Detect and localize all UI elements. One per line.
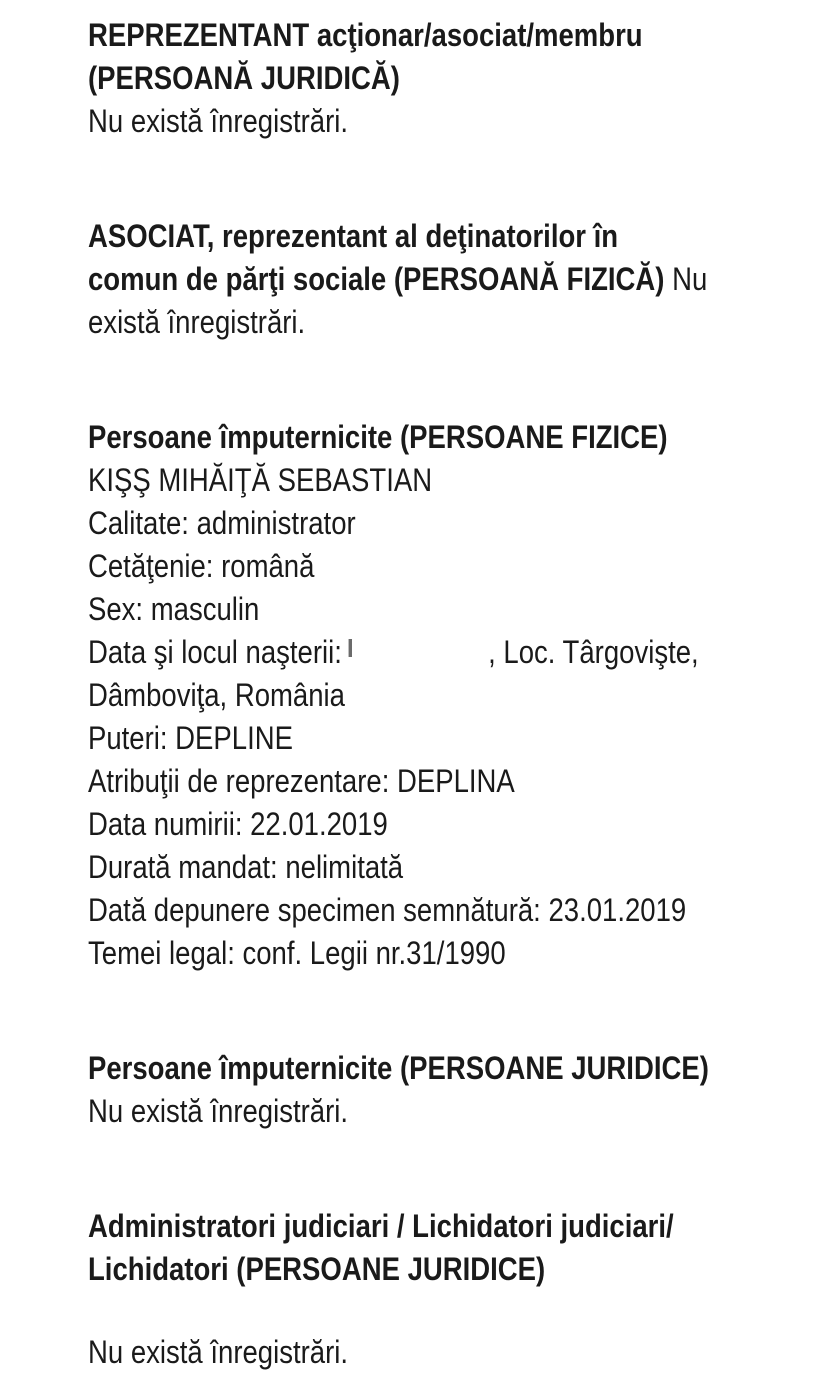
field-data-numirii: Data numirii: 22.01.2019: [88, 806, 388, 842]
field-calitate: Calitate: administrator: [88, 505, 356, 541]
field-sex: Sex: masculin: [88, 591, 260, 627]
field-cetatenie: Cetăţenie: română: [88, 548, 315, 584]
section-administratori-judiciari: [88, 1205, 707, 1374]
section-heading: Persoane împuternicite (PERSOANE JURIDICE): [88, 1050, 709, 1086]
section-heading-cont: comun de părţi sociale (PERSOANĂ FIZICĂ): [88, 261, 665, 297]
field-puteri: Puteri: DEPLINE: [88, 720, 293, 756]
section-heading-cont: Lichidatori (PERSOANE JURIDICE): [88, 1251, 546, 1287]
field-nastere-cont: Dâmboviţa, România: [88, 677, 345, 713]
no-records-text: Nu există înregistrări.: [88, 103, 349, 139]
section-heading: Persoane împuternicite (PERSOANE FIZICE): [88, 419, 668, 455]
no-records-text: Nu există înregistrări.: [88, 1093, 349, 1129]
section-heading: ASOCIAT, reprezentant al deţinatorilor în: [88, 218, 619, 254]
field-temei-legal: Temei legal: conf. Legii nr.31/1990: [88, 935, 506, 971]
field-nastere-label: Data şi locul naşterii:: [88, 634, 342, 670]
section-heading: Administratori judiciari / Lichidatori judiciari/: [88, 1208, 674, 1244]
section-reprezentant-pj: [88, 14, 707, 143]
section-heading: REPREZENTANT acţionar/asociat/membru: [88, 17, 643, 53]
section-imputernicite-pf: [88, 416, 707, 975]
section-heading-line: [88, 258, 707, 301]
section-imputernicite-pj: [88, 1047, 707, 1133]
no-records-text: Nu există înregistrări.: [88, 1334, 349, 1370]
field-atributii: Atribuţii de reprezentare: DEPLINA: [88, 763, 515, 799]
document-page: [88, 14, 707, 1374]
section-asociat-pf: [88, 215, 707, 344]
field-nastere: [88, 631, 707, 674]
section-heading-cont: (PERSOANĂ JURIDICĂ): [88, 60, 400, 96]
no-records-text-start: Nu: [672, 261, 708, 297]
no-records-text-end: există înregistrări.: [88, 304, 306, 340]
person-name: KIŞŞ MIHĂIŢĂ SEBASTIAN: [88, 462, 433, 498]
field-nastere-loc: , Loc. Târgovişte,: [488, 634, 699, 670]
field-durata-mandat: Durată mandat: nelimitată: [88, 849, 404, 885]
field-specimen-semnatura: Dată depunere specimen semnătură: 23.01.2019: [88, 892, 687, 928]
redacted-date: [352, 640, 488, 670]
